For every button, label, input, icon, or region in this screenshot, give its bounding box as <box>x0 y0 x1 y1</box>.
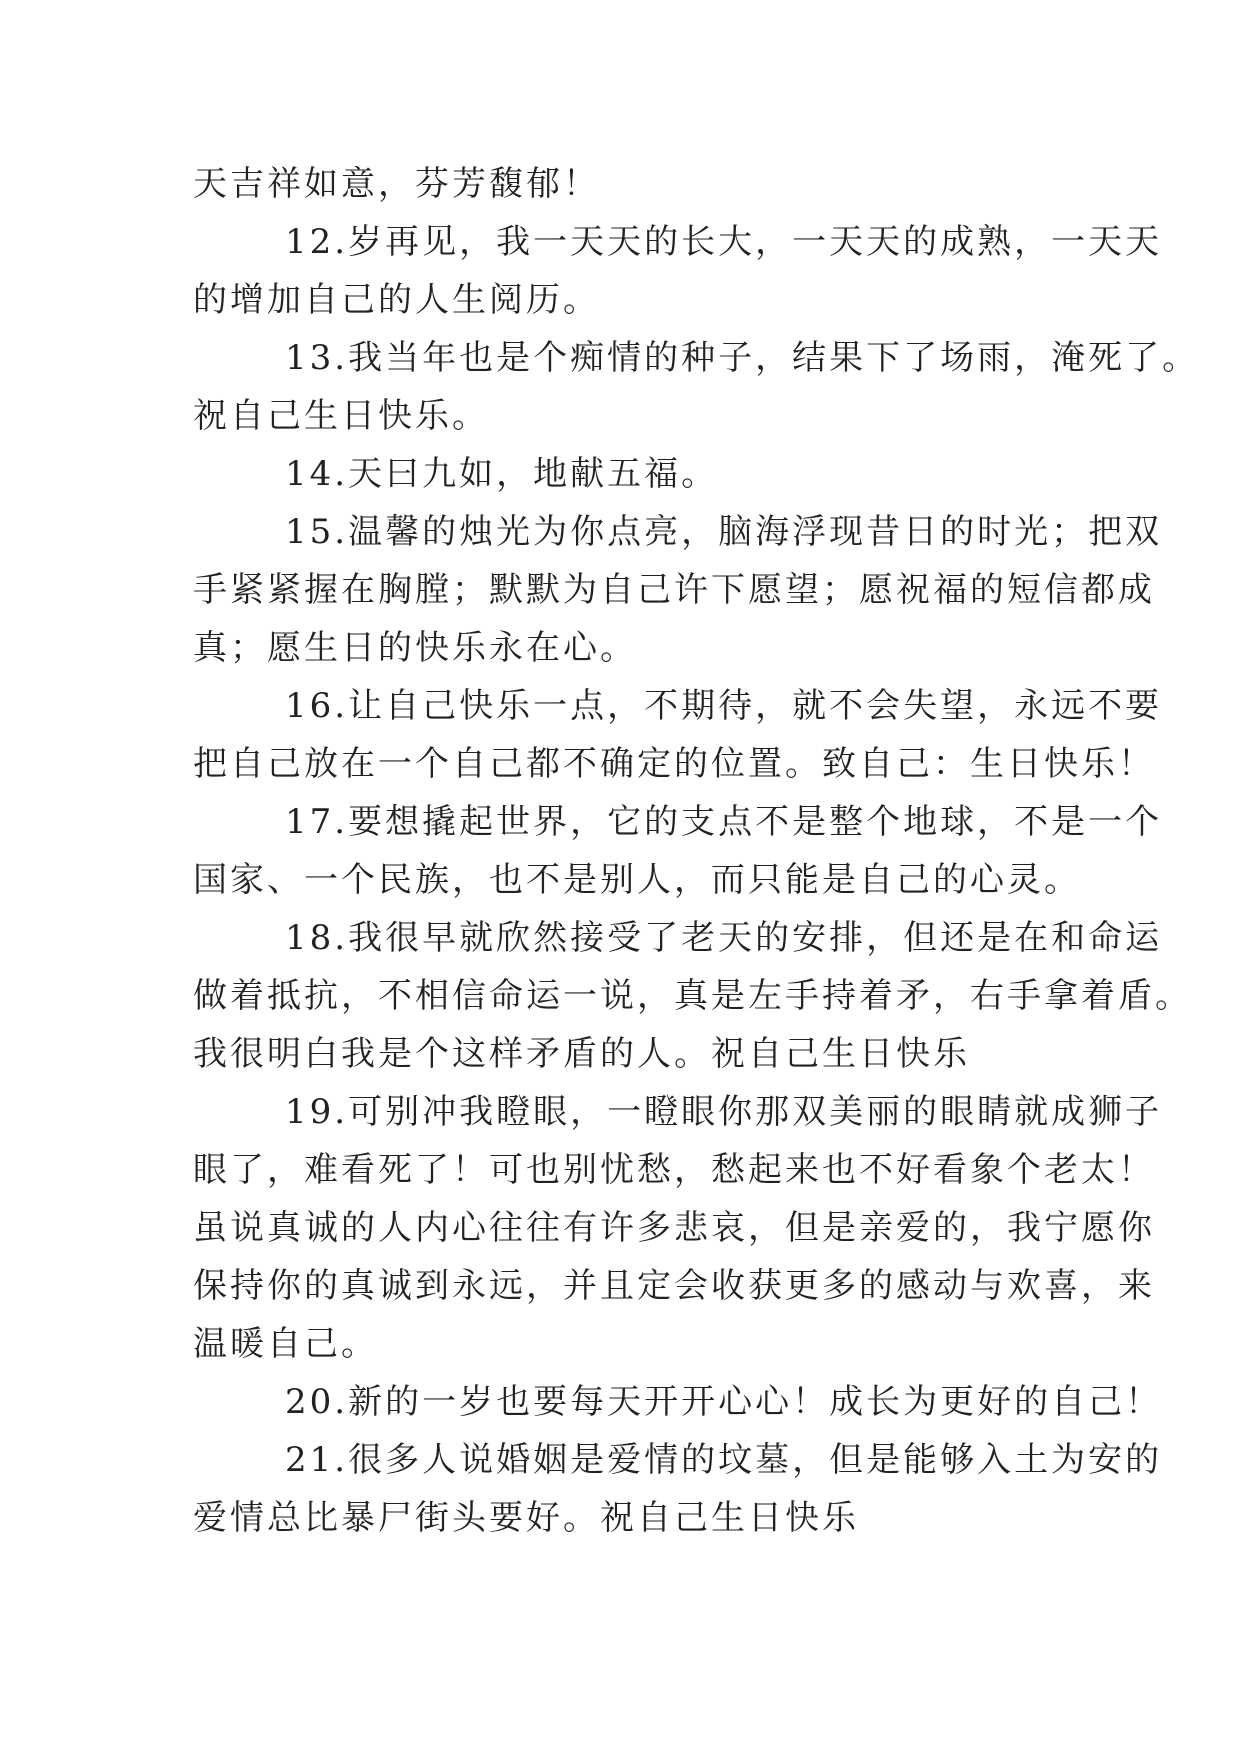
text-line: 20.新的一岁也要每天开开心心！成长为更好的自己！ <box>285 1382 1163 1422</box>
text-line: 虽说真诚的人内心往往有许多悲哀，但是亲爱的，我宁愿你 <box>193 1208 1155 1248</box>
text-line: 保持你的真诚到永远，并且定会收获更多的感动与欢喜，来 <box>193 1266 1155 1306</box>
text-line: 把自己放在一个自己都不确定的位置。致自己：生日快乐！ <box>193 744 1155 784</box>
text-line: 做着抵抗，不相信命运一说，真是左手持着矛，右手拿着盾。 <box>193 976 1192 1016</box>
text-line: 19.可别冲我瞪眼，一瞪眼你那双美丽的眼睛就成狮子 <box>285 1092 1163 1132</box>
text-line: 国家、一个民族，也不是别人，而只能是自己的心灵。 <box>193 860 1081 900</box>
paragraph-12 <box>193 213 1163 329</box>
paragraph-17 <box>193 793 1163 909</box>
text-line: 15.温馨的烛光为你点亮，脑海浮现昔日的时光；把双 <box>285 512 1163 552</box>
text-line: 12.岁再见，我一天天的长大，一天天的成熟，一天天 <box>285 222 1163 262</box>
text-line: 爱情总比暴尸街头要好。祝自己生日快乐 <box>193 1498 859 1538</box>
text-line: 祝自己生日快乐。 <box>193 396 489 436</box>
paragraph-11-tail <box>193 155 1063 213</box>
paragraph-20 <box>193 1373 1163 1431</box>
text-line: 真；愿生日的快乐永在心。 <box>193 628 637 668</box>
text-line: 的增加自己的人生阅历。 <box>193 280 600 320</box>
text-line: 天吉祥如意，芬芳馥郁！ <box>193 164 600 204</box>
text-line: 13.我当年也是个痴情的种子，结果下了场雨，淹死了。 <box>285 338 1200 378</box>
paragraph-18 <box>193 909 1192 1083</box>
text-line: 我很明白我是个这样矛盾的人。祝自己生日快乐 <box>193 1034 970 1074</box>
paragraph-16 <box>193 677 1163 793</box>
text-line: 21.很多人说婚姻是爱情的坟墓，但是能够入土为安的 <box>285 1440 1163 1480</box>
text-line: 17.要想撬起世界，它的支点不是整个地球，不是一个 <box>285 802 1163 842</box>
text-line: 温暖自己。 <box>193 1324 378 1364</box>
text-line: 16.让自己快乐一点，不期待，就不会失望，永远不要 <box>285 686 1163 726</box>
text-line: 14.天曰九如，地献五福。 <box>285 454 719 494</box>
document-body <box>193 155 1200 1547</box>
paragraph-19 <box>193 1083 1163 1373</box>
paragraph-13 <box>193 329 1200 445</box>
paragraph-21 <box>193 1431 1163 1547</box>
text-line: 18.我很早就欣然接受了老天的安排，但还是在和命运 <box>285 918 1163 958</box>
paragraph-15 <box>193 503 1163 677</box>
paragraph-14 <box>193 445 1063 503</box>
text-line: 眼了，难看死了！可也别忧愁，愁起来也不好看象个老太！ <box>193 1150 1155 1190</box>
text-line: 手紧紧握在胸膛；默默为自己许下愿望；愿祝福的短信都成 <box>193 570 1155 610</box>
